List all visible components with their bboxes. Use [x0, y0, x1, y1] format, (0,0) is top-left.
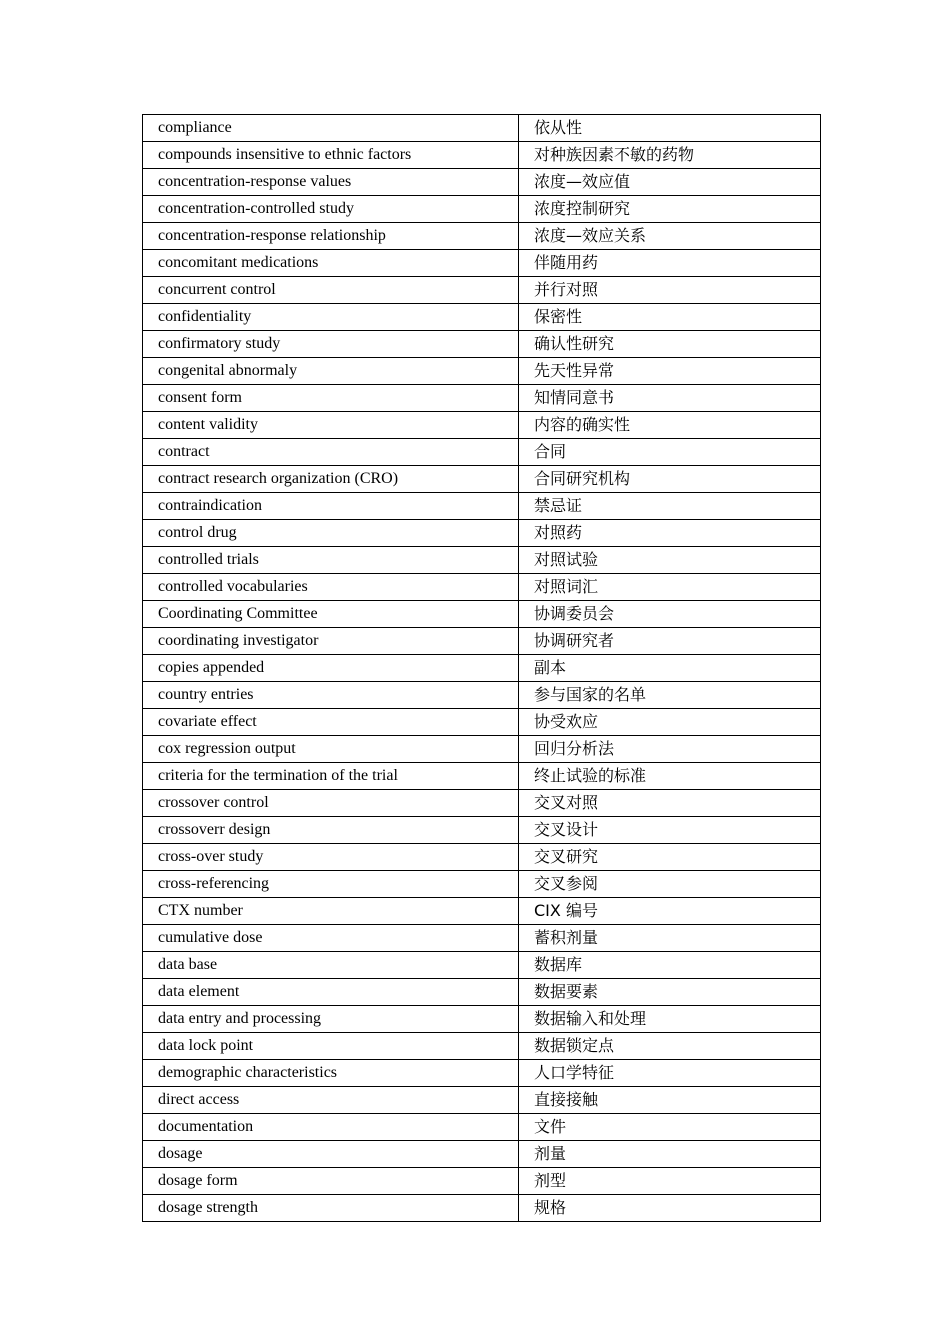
table-row: [143, 655, 821, 682]
english-term-cell: content validity: [143, 412, 519, 439]
table-row: [143, 304, 821, 331]
table-row: [143, 682, 821, 709]
chinese-term-cell: 知情同意书: [519, 385, 821, 412]
english-term-cell: concomitant medications: [143, 250, 519, 277]
chinese-term-cell: 剂型: [519, 1168, 821, 1195]
english-term-cell: Coordinating Committee: [143, 601, 519, 628]
english-term-cell: country entries: [143, 682, 519, 709]
chinese-term-cell: 先天性异常: [519, 358, 821, 385]
table-row: [143, 709, 821, 736]
table-row: [143, 223, 821, 250]
chinese-term-cell: CIX 编号: [519, 898, 821, 925]
chinese-term-cell: 伴随用药: [519, 250, 821, 277]
english-term-cell: data element: [143, 979, 519, 1006]
english-term-cell: demographic characteristics: [143, 1060, 519, 1087]
chinese-term-cell: 数据输入和处理: [519, 1006, 821, 1033]
chinese-term-cell: 依从性: [519, 115, 821, 142]
english-term-cell: dosage form: [143, 1168, 519, 1195]
table-row: [143, 844, 821, 871]
english-term-cell: concentration-response values: [143, 169, 519, 196]
english-term-cell: copies appended: [143, 655, 519, 682]
chinese-term-cell: 浓度—效应关系: [519, 223, 821, 250]
chinese-term-cell: 对照药: [519, 520, 821, 547]
table-row: [143, 493, 821, 520]
table-row: [143, 1087, 821, 1114]
chinese-term-cell: 数据锁定点: [519, 1033, 821, 1060]
english-term-cell: confidentiality: [143, 304, 519, 331]
chinese-term-cell: 回归分析法: [519, 736, 821, 763]
table-row: [143, 1060, 821, 1087]
table-row: [143, 1168, 821, 1195]
chinese-term-cell: 合同研究机构: [519, 466, 821, 493]
english-term-cell: data lock point: [143, 1033, 519, 1060]
table-row: [143, 331, 821, 358]
english-term-cell: criteria for the termination of the trial: [143, 763, 519, 790]
table-row: [143, 1195, 821, 1222]
chinese-term-cell: 协调研究者: [519, 628, 821, 655]
chinese-term-cell: 数据要素: [519, 979, 821, 1006]
table-row: [143, 871, 821, 898]
chinese-term-cell: 保密性: [519, 304, 821, 331]
table-row: [143, 196, 821, 223]
english-term-cell: cox regression output: [143, 736, 519, 763]
english-term-cell: dosage: [143, 1141, 519, 1168]
table-row: [143, 115, 821, 142]
english-term-cell: confirmatory study: [143, 331, 519, 358]
chinese-term-cell: 并行对照: [519, 277, 821, 304]
english-term-cell: compliance: [143, 115, 519, 142]
chinese-term-cell: 协受欢应: [519, 709, 821, 736]
english-term-cell: covariate effect: [143, 709, 519, 736]
chinese-term-cell: 蓄积剂量: [519, 925, 821, 952]
chinese-term-cell: 交叉参阅: [519, 871, 821, 898]
table-row: [143, 142, 821, 169]
chinese-term-cell: 数据库: [519, 952, 821, 979]
english-term-cell: contract research organization (CRO): [143, 466, 519, 493]
table-row: [143, 358, 821, 385]
table-row: [143, 898, 821, 925]
english-term-cell: cumulative dose: [143, 925, 519, 952]
english-term-cell: crossover control: [143, 790, 519, 817]
english-term-cell: contract: [143, 439, 519, 466]
english-term-cell: contraindication: [143, 493, 519, 520]
table-row: [143, 817, 821, 844]
table-row: [143, 601, 821, 628]
table-row: [143, 385, 821, 412]
table-row: [143, 790, 821, 817]
english-term-cell: controlled vocabularies: [143, 574, 519, 601]
table-row: [143, 466, 821, 493]
english-term-cell: data base: [143, 952, 519, 979]
table-row: [143, 979, 821, 1006]
table-row: [143, 574, 821, 601]
chinese-term-cell: 内容的确实性: [519, 412, 821, 439]
glossary-table: [142, 114, 821, 1222]
chinese-term-cell: 确认性研究: [519, 331, 821, 358]
chinese-term-cell: 人口学特征: [519, 1060, 821, 1087]
english-term-cell: concurrent control: [143, 277, 519, 304]
english-term-cell: compounds insensitive to ethnic factors: [143, 142, 519, 169]
table-row: [143, 1006, 821, 1033]
chinese-term-cell: 交叉设计: [519, 817, 821, 844]
chinese-term-cell: 剂量: [519, 1141, 821, 1168]
chinese-term-cell: 参与国家的名单: [519, 682, 821, 709]
table-row: [143, 439, 821, 466]
chinese-term-cell: 直接接触: [519, 1087, 821, 1114]
english-term-cell: cross-referencing: [143, 871, 519, 898]
english-term-cell: cross-over study: [143, 844, 519, 871]
chinese-term-cell: 交叉对照: [519, 790, 821, 817]
table-row: [143, 412, 821, 439]
chinese-term-cell: 对种族因素不敏的药物: [519, 142, 821, 169]
english-term-cell: controlled trials: [143, 547, 519, 574]
english-term-cell: crossoverr design: [143, 817, 519, 844]
chinese-term-cell: 对照试验: [519, 547, 821, 574]
table-row: [143, 628, 821, 655]
glossary-table-body: [143, 115, 821, 1222]
chinese-term-cell: 副本: [519, 655, 821, 682]
english-term-cell: CTX number: [143, 898, 519, 925]
english-term-cell: data entry and processing: [143, 1006, 519, 1033]
english-term-cell: concentration-response relationship: [143, 223, 519, 250]
table-row: [143, 952, 821, 979]
english-term-cell: consent form: [143, 385, 519, 412]
english-term-cell: dosage strength: [143, 1195, 519, 1222]
english-term-cell: concentration-controlled study: [143, 196, 519, 223]
table-row: [143, 736, 821, 763]
table-row: [143, 925, 821, 952]
chinese-term-cell: 禁忌证: [519, 493, 821, 520]
chinese-term-cell: 浓度控制研究: [519, 196, 821, 223]
chinese-term-cell: 终止试验的标准: [519, 763, 821, 790]
chinese-term-cell: 规格: [519, 1195, 821, 1222]
table-row: [143, 1114, 821, 1141]
table-row: [143, 277, 821, 304]
table-row: [143, 250, 821, 277]
english-term-cell: congenital abnormaly: [143, 358, 519, 385]
chinese-term-cell: 文件: [519, 1114, 821, 1141]
chinese-term-cell: 协调委员会: [519, 601, 821, 628]
english-term-cell: direct access: [143, 1087, 519, 1114]
table-row: [143, 547, 821, 574]
english-term-cell: control drug: [143, 520, 519, 547]
table-row: [143, 763, 821, 790]
english-term-cell: documentation: [143, 1114, 519, 1141]
table-row: [143, 520, 821, 547]
table-row: [143, 1141, 821, 1168]
chinese-term-cell: 交叉研究: [519, 844, 821, 871]
chinese-term-cell: 合同: [519, 439, 821, 466]
table-row: [143, 169, 821, 196]
chinese-term-cell: 对照词汇: [519, 574, 821, 601]
english-term-cell: coordinating investigator: [143, 628, 519, 655]
chinese-term-cell: 浓度—效应值: [519, 169, 821, 196]
table-row: [143, 1033, 821, 1060]
